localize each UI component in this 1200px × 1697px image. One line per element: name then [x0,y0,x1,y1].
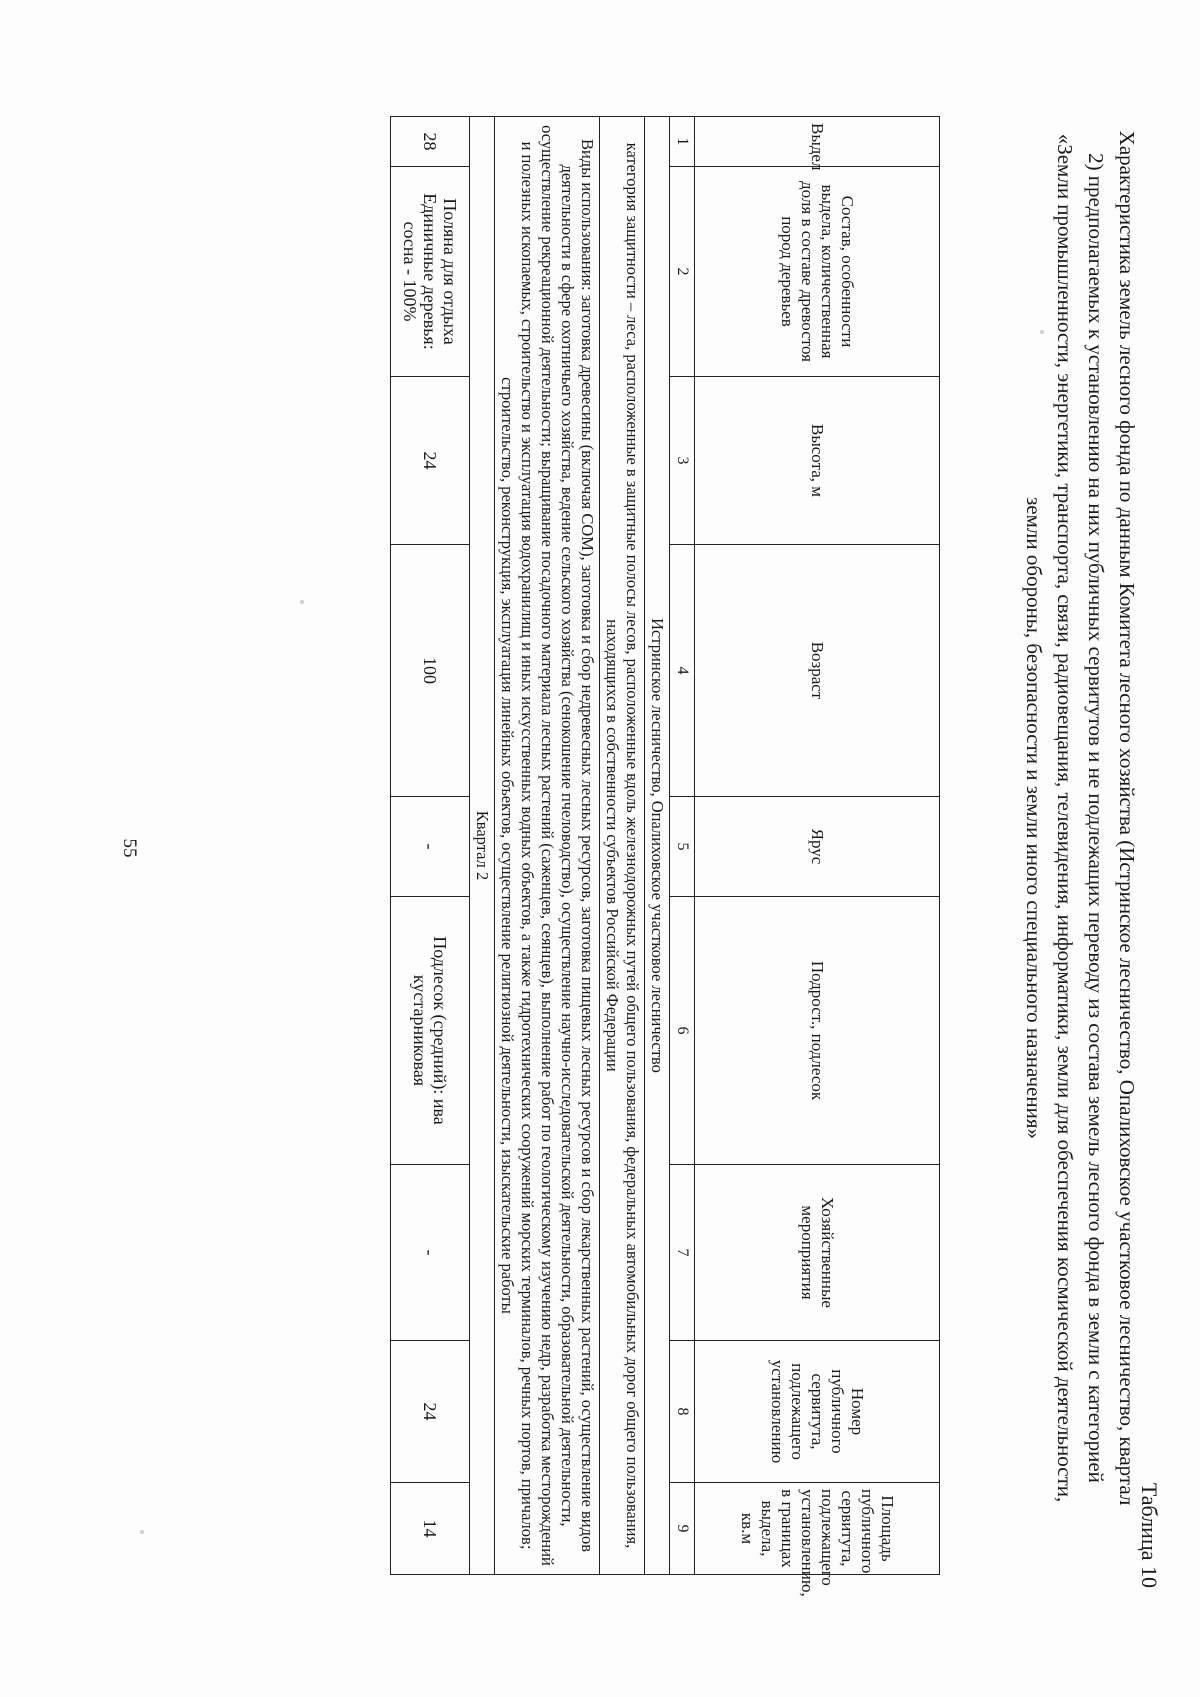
header-tier: Ярус [695,797,940,897]
table-label: Таблица 10 [1137,1482,1162,1588]
header-servitude-number: Номер публичного сервитута, подлежащего установлению [695,1341,940,1483]
protection-category: категория защитности – леса, расположенные в защитные полосы лесов, расположенные вдоль железнодорожных путей общего пользования, федеральных автомобильных дорог общего пользования, находящихся в собственности субъектов Российской Федерации [600,117,645,1575]
column-number: 3 [670,377,695,545]
forestry-row [645,117,670,1575]
protection-category-row [600,117,645,1575]
forestry-name: Истринское лесничество, Опалиховское участковое лесничество [645,117,670,1575]
cell-composition: Поляна для отдыха Единичные деревья: сосна - 100% [391,167,470,377]
column-number: 1 [670,117,695,167]
header-measures: Хозяйственные мероприятия [695,1165,940,1341]
table-row [391,117,470,1575]
rotated-document [62,58,1162,1618]
forest-land-table [390,116,940,1597]
cell-height: 24 [391,377,470,545]
column-number-row [670,117,695,1575]
header-age: Возраст [695,545,940,797]
quarter-label: Квартал 2 [470,117,495,1575]
usage-types: Виды использования: заготовка древесины (включая СОМ), заготовка и сбор недревесных лесных ресурсов, заготовка пищевых лесных ресурсов и сбор лекарственных растений, осуществление видов деятельности в сфере охотничьего хозяйства, ведение сельского хозяйства (сенокошение пчеловодство), осуществление научно-исследовательской деятельности, образовательной деятельности, осуществление рекреационной деятельности; выращивание посадочного материала лесных растений (саженцев, сеянцев), выполнение работ по геологическому изучению недр, разработка месторождений и полезных ископаемых, строительство и эксплуатация водохранилищ и иных искусственных водных объектов, а также гидротехнических сооружений морских терминалов, речных портов, причалов; строительство, реконструкция, эксплуатация линейных объектов, осуществление религиозной деятельности, изыскательские работы [495,117,600,1575]
header-row [695,117,940,1575]
column-number: 9 [670,1483,695,1575]
header-undergrowth: Подрост., подлесок [695,897,940,1165]
cell-age: 100 [391,545,470,797]
header-servitude-area: Площадь публичного сервитута, подлежащего установлению, в границах выдела, кв.м [695,1483,940,1575]
column-number: 7 [670,1165,695,1341]
usage-types-row [495,117,600,1575]
page-number: 55 [119,838,140,858]
cell-measures: - [391,1165,470,1341]
column-number: 4 [670,545,695,797]
cell-tier: - [391,797,470,897]
cell-vydel: 28 [391,117,470,167]
quarter-row [470,117,495,1575]
header-vydel: Выдел [695,117,940,167]
cell-undergrowth: Подлесок (средний): ива кустарниковая [391,897,470,1165]
header-height: Высота, м [695,377,940,545]
cell-servitude-area: 14 [391,1483,470,1575]
column-number: 8 [670,1341,695,1483]
header-composition: Состав, особенности выдела, количественная доля в составе древостоя пород деревьев [695,167,940,377]
table-caption: Характеристика земель лесного фонда по данным Комитета лесного хозяйства (Истринское лесничество, Опалиховское участковое лесничество, квартал 2) предполагаемых к установлению на них публичных сервитутов и не подлежащих переводу из состава земель лесного фонда в земли с категорией «Земли промышленности, энергетики, транспорта, связи, радиовещания, телевидения, информатики, земли для обеспечения космической деятельности, земли обороны, безопасности и земли иного специального назначения» [1022,130,1139,1506]
column-number: 6 [670,897,695,1165]
column-number: 5 [670,797,695,897]
cell-servitude-number: 24 [391,1341,470,1483]
column-number: 2 [670,167,695,377]
